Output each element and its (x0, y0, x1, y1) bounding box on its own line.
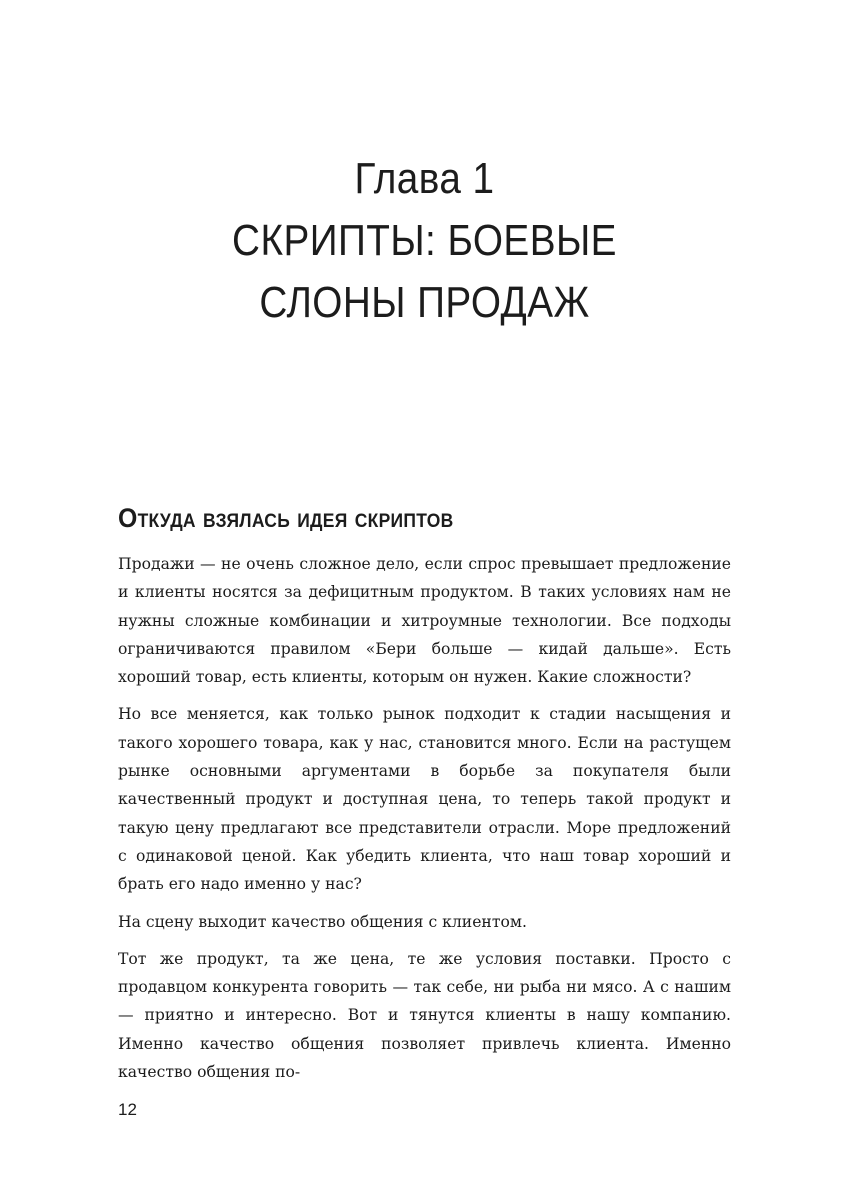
paragraph: Но все меняется, как только рынок подходит к стадии насыщения и такого хорошего товара, как у нас, становится много. Если на растущем рынке основными аргументами в борьбе за покупателя были качественный продукт и доступная цена, то теперь такой продукт и такую цену предлагают все представители отрасли. Море предложений с одинаковой ценой. Как убедить клиента, что наш товар хороший и брать его надо именно у нас? (118, 705, 731, 894)
chapter-title-line-1: СКРИПТЫ: БОЕВЫЕ (232, 216, 617, 265)
body-text (118, 550, 731, 1095)
paragraph: Продажи — не очень сложное дело, если спрос превышает предложение и клиенты носятся за дефицитным продуктом. В таких условиях нам не нужны сложные комбинации и хитроумные технологии. Все подходы ограничиваются правилом «Бери больше — кидай дальше». Есть хороший товар, есть клиенты, которым он нужен. Какие сложности? (118, 555, 731, 687)
page-number: 12 (118, 1100, 137, 1119)
paragraph: Тот же продукт, та же цена, те же условия поставки. Просто с продавцом конкурента говорить — так себе, ни рыба ни мясо. А с нашим — приятно и интересно. Вот и тянутся клиенты в нашу компанию. Именно качество общения позволяет привлечь клиента. Именно качество общения по- (118, 949, 731, 1082)
chapter-title-line-2: СЛОНЫ ПРОДАЖ (259, 278, 590, 327)
section-heading: Откуда взялась идея скриптов (118, 503, 454, 533)
paragraph: На сцену выходит качество общения с клиентом. (118, 912, 527, 931)
chapter-number: Глава 1 (354, 154, 495, 203)
chapter-heading (0, 148, 849, 334)
